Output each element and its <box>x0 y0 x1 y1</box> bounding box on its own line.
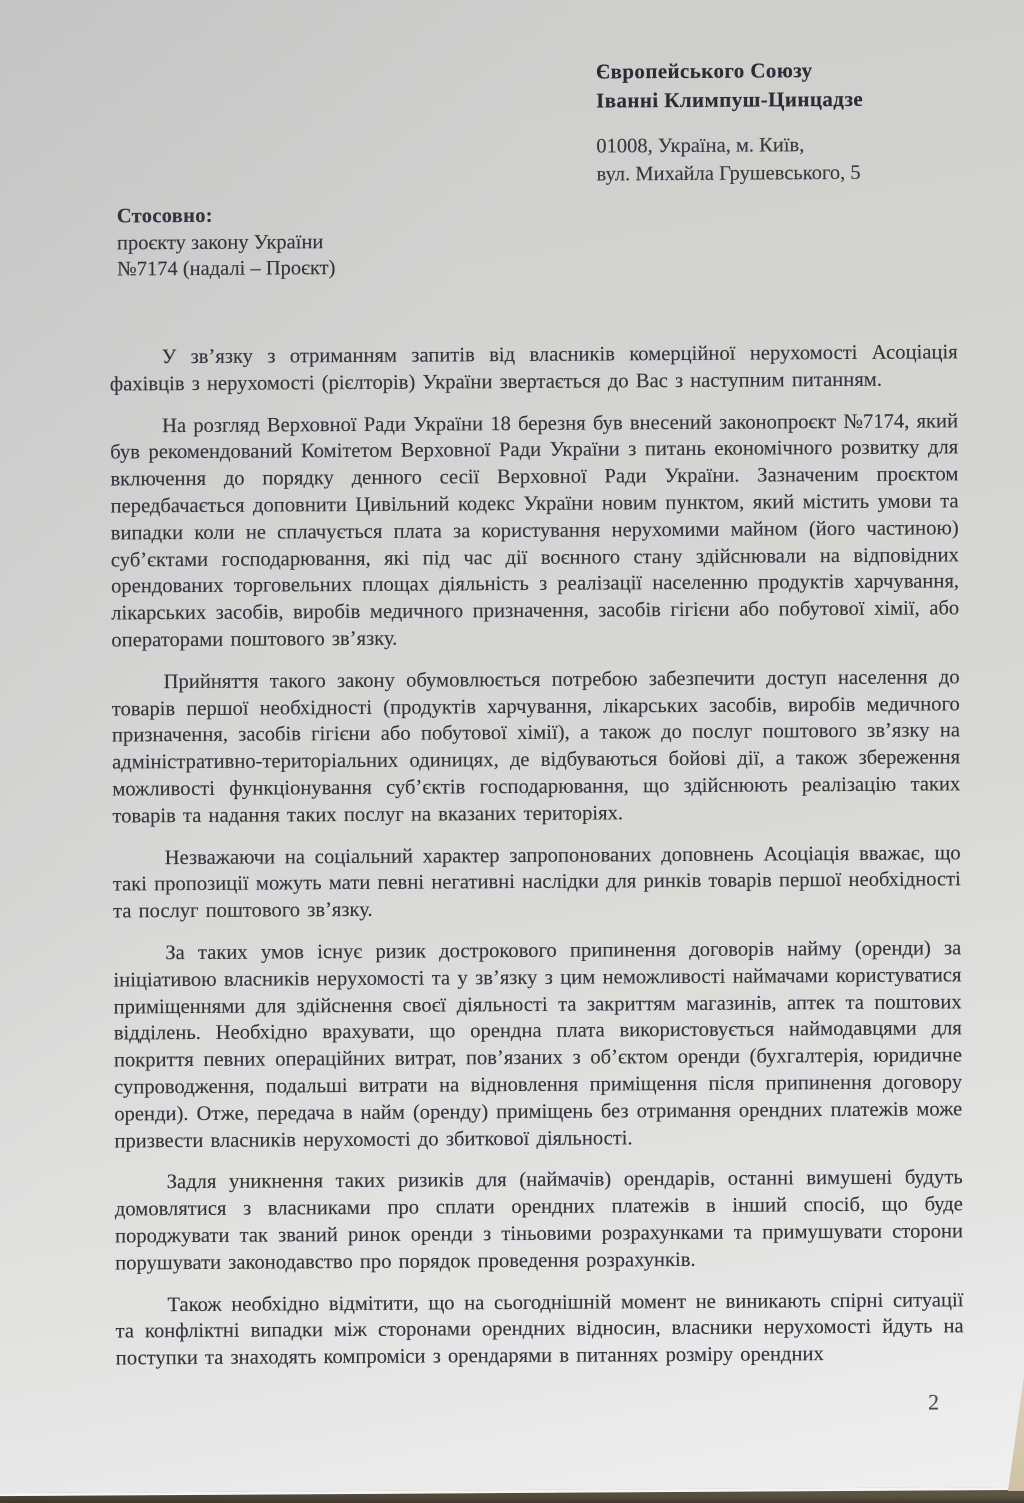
addressee-address-block <box>596 132 860 189</box>
subject-label: Стосовно: <box>116 204 213 228</box>
subject-block <box>117 202 336 283</box>
body-paragraph: У зв’язку з отриманням запитів від власників комерційної нерухомості Асоціація фахівців з нерухомості (рієлторів) України звертається до Вас з наступним питанням. <box>109 341 958 396</box>
body-paragraph: Незважаючи на соціальний характер запропонованих доповнень Асоціація вважає, що такі пропозиції можуть мати певні негативні наслідки для ринків товарів першої необхідності та послуг поштового зв’язку. <box>112 841 961 923</box>
address-line-1: 01008, Україна, м. Київ, <box>596 134 805 158</box>
body-paragraph: Також необхідно відмітити, що на сьогоднішній момент не виникають спірні ситуації та конфліктні випадки між сторонами орендних відносин, власники нерухомості йдуть на поступки та знаходять компроміси з орендарями в питаннях розміру орендних <box>115 1288 964 1370</box>
body-paragraph: Прийняття такого закону обумовлюється потребою забезпечити доступ населення до товарів першої необхідності (продуктів харчування, лікарських засобів, виробів медичного призначення, засобів гігієни або побутової хімії), а також до послуг поштового зв’язку на адміністративно-територіальних одиницях, де відбуваються бойові дії, а також збереження можливості функціонування суб’єктів господарювання, що здійснюють реалізацію таких товарів та надання таких послуг на вказаних територіях. <box>111 666 961 828</box>
subject-line-1: проєкту закону України <box>116 230 324 254</box>
addressee-name-line: Іванні Климпуш-Цинцадзе <box>596 86 864 113</box>
body-paragraph: Задля уникнення таких ризиків для (наймачів) орендарів, останні вимушені будуть домовлятися з власниками про сплати орендних платежів в інший спосіб, що буде породжувати так званий ринок оренди з тіньовими розрахунками та примушувати сторони порушувати законодавство про порядок проведення розрахунків. <box>114 1166 964 1275</box>
subject-line-2: №7174 (надалі – Проєкт) <box>117 257 336 281</box>
page-number: 2 <box>927 1389 940 1415</box>
address-line-2: вул. Михайла Грушевського, 5 <box>596 161 861 185</box>
addressee-org-line: Європейського Союзу <box>595 58 813 84</box>
letter-body <box>110 339 964 1387</box>
addressee-block <box>596 56 863 116</box>
body-paragraph: На розгляд Верховної Ради України 18 березня був внесений законопроєкт №7174, який був рекомендований Комітетом Верховної Ради України з питань економічного розвитку для включення до порядку денного сесії Верховної Ради України. Зазначеним проєктом передбачається доповнити Цивільний кодекс України новим пунктом, який містить умови та випадки коли не сплачується плата за користування нерухомими майном (його частиною) суб’єктами господарювання, які під час дії воєнного стану здійснювали на відповідних орендованих торговельних площах діяльність з реалізації населенню продуктів харчування, лікарських засобів, виробів медичного призначення, засобів гігієни або побутової хімії, або операторами поштового зв’язку. <box>110 409 960 652</box>
body-paragraph: За таких умов існує ризик дострокового припинення договорів найму (оренди) за ініціативою власників нерухомості та у зв’язку з цим неможливості наймачами користуватися приміщеннями для здійснення своєї діяльності та закриттям магазинів, аптек та поштових відділень. Необхідно врахувати, що орендна плата використовується наймодавцями для покриття певних операційних витрат, пов’язаних з об’єктом оренди (бухгалтерія, юридичне супроводження, подальші витрати на відновлення приміщення після припинення договору оренди). Отже, передача в найм (оренду) приміщень без отримання орендних платежів може призвести власників нерухомості до збиткової діяльності. <box>113 937 963 1152</box>
